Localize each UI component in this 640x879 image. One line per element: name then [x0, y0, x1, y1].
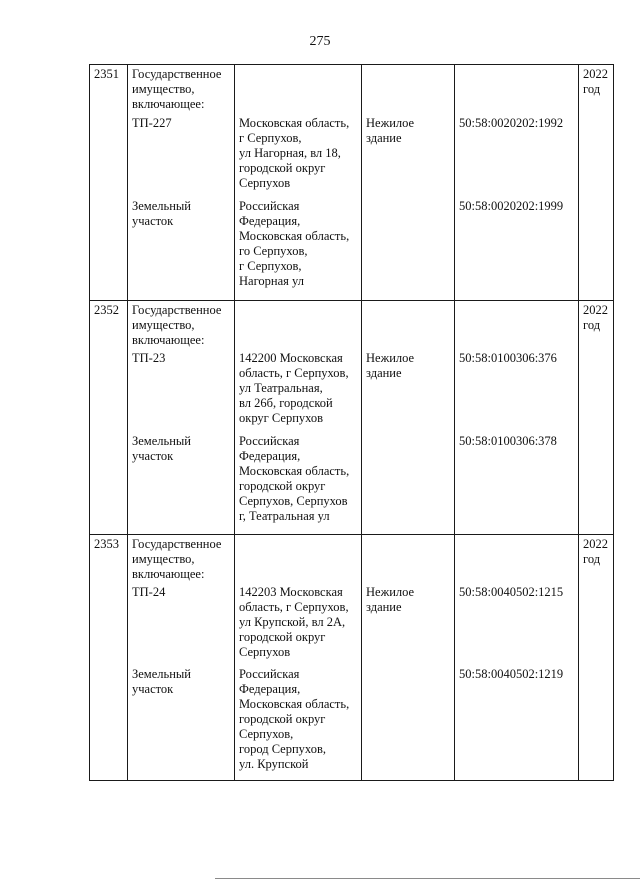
record-number-cell [90, 65, 128, 301]
item2-cadastral: 50:58:0100306:378 [459, 434, 557, 448]
record-header: Государственное имущество, включающее: [132, 537, 222, 581]
item2-name: Земельный участок [132, 667, 191, 696]
item1-cadastral: 50:58:0100306:376 [459, 351, 557, 365]
address-cell [235, 65, 362, 301]
address-cell [235, 301, 362, 535]
cadastral-cell [455, 301, 579, 535]
year-cell [579, 65, 614, 301]
year-cell [579, 535, 614, 781]
record-number: 2352 [94, 303, 119, 317]
type-cell [362, 301, 455, 535]
table-row [90, 535, 614, 781]
record-number-cell [90, 301, 128, 535]
item1-cadastral: 50:58:0040502:1215 [459, 585, 564, 599]
address-cell [235, 535, 362, 781]
table-row [90, 65, 614, 301]
type-cell [362, 65, 455, 301]
property-table [89, 64, 614, 781]
item2-cadastral: 50:58:0040502:1219 [459, 667, 564, 681]
table-row [90, 301, 614, 535]
record-number: 2351 [94, 67, 119, 81]
type-cell [362, 535, 455, 781]
item1-name: ТП-227 [132, 116, 172, 130]
item1-name: ТП-24 [132, 585, 166, 599]
item1-address: 142203 Московская область, г Серпухов, ул Крупской, вл 2А, городской округ Серпухов [239, 585, 349, 659]
record-year: 2022 год [583, 303, 608, 332]
item1-type: Нежилое здание [366, 351, 415, 380]
record-header: Государственное имущество, включающее: [132, 67, 222, 111]
item2-name: Земельный участок [132, 434, 191, 463]
item1-type: Нежилое здание [366, 585, 415, 614]
cadastral-cell [455, 65, 579, 301]
object-name-cell [128, 301, 235, 535]
cadastral-cell [455, 535, 579, 781]
item2-name: Земельный участок [132, 199, 191, 228]
item2-address: Российская Федерация, Московская область, городской округ Серпухов, город Серпухов, ул. Крупской [239, 667, 350, 771]
record-number: 2353 [94, 537, 119, 551]
page-number: 275 [309, 34, 331, 49]
record-year: 2022 год [583, 67, 608, 96]
item1-cadastral: 50:58:0020202:1992 [459, 116, 564, 130]
item1-name: ТП-23 [132, 351, 166, 365]
item1-address: 142200 Московская область, г Серпухов, ул Театральная, вл 26б, городской округ Серпухов [239, 351, 349, 425]
item1-type: Нежилое здание [366, 116, 415, 145]
item1-address: Московская область, г Серпухов, ул Нагорная, вл 18, городской округ Серпухов [239, 116, 350, 190]
record-number-cell [90, 535, 128, 781]
record-header: Государственное имущество, включающее: [132, 303, 222, 347]
year-cell [579, 301, 614, 535]
object-name-cell [128, 535, 235, 781]
item2-address: Российская Федерация, Московская область, го Серпухов, г Серпухов, Нагорная ул [239, 199, 350, 288]
item2-cadastral: 50:58:0020202:1999 [459, 199, 564, 213]
record-year: 2022 год [583, 537, 608, 566]
item2-address: Российская Федерация, Московская область, городской округ Серпухов, Серпухов г, Театральная ул [239, 434, 350, 523]
object-name-cell [128, 65, 235, 301]
